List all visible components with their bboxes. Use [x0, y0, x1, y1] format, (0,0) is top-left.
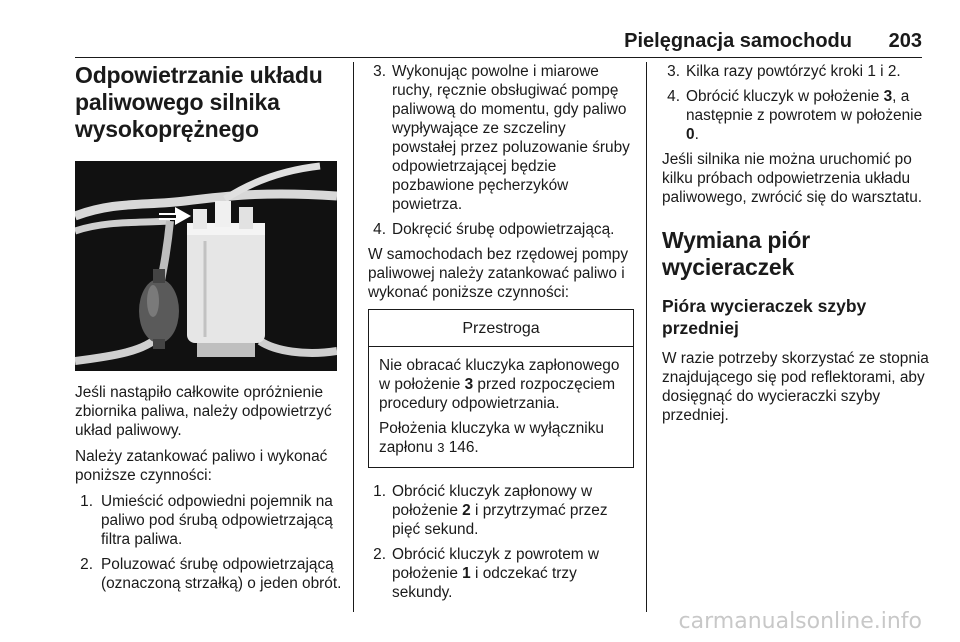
- step-number: 4.: [373, 221, 386, 238]
- header-rule: [75, 57, 922, 58]
- list-item: [368, 220, 634, 239]
- paragraph: Jeśli nastąpiło całkowite opróżnienie zbiornika paliwa, należy odpowietrzyć układ paliwowy.: [75, 384, 332, 439]
- list-item: [662, 87, 932, 144]
- page-header: [75, 24, 922, 54]
- warning-text: [379, 356, 623, 413]
- list-item: [75, 555, 343, 593]
- text: przed rozpoczęciem procedury odpowietrzania.: [379, 376, 616, 412]
- column-1: [75, 62, 343, 599]
- warning-text: [379, 419, 623, 457]
- warning-body: [369, 347, 633, 467]
- list-item: [368, 62, 634, 214]
- watermark: carmanualsonline.info: [678, 609, 922, 634]
- column-divider: [353, 62, 354, 612]
- steps-list: [368, 482, 634, 602]
- fuel-filter-illustration: [75, 161, 337, 371]
- column-3: [662, 62, 932, 432]
- steps-list: [662, 62, 932, 144]
- step-number: 3.: [373, 63, 386, 80]
- column-2: [368, 62, 634, 608]
- page-title: Pielęgnacja samochodu: [624, 30, 852, 52]
- step-text: Wykonując powolne i miarowe ruchy, ręcznie obsługiwać pompę paliwową do momentu, gdy paliwo wypływające ze szczeliny powstałej przez poluzowanie śruby odpowietrzającej będzie pozbawione pęcherzyków powietrza.: [392, 63, 630, 213]
- column-divider: [646, 62, 647, 612]
- step-number: 2.: [80, 556, 93, 573]
- page-number: 203: [888, 30, 922, 52]
- step-number: 4.: [667, 88, 680, 105]
- paragraph: Jeśli silnika nie można uruchomić po kilku próbach odpowietrzenia układu paliwowego, zwrócić się do warsztatu.: [662, 151, 923, 206]
- list-item: [662, 62, 932, 81]
- subsection-heading: Pióra wycieraczek szyby przedniej: [662, 296, 867, 338]
- warning-box: [368, 309, 634, 468]
- position-number: 3: [464, 376, 474, 393]
- step-text: Kilka razy powtórzyć kroki 1 i 2.: [686, 63, 901, 80]
- step-number: 1.: [80, 493, 93, 510]
- list-item: [75, 492, 343, 549]
- step-text: Obrócić kluczyk zapłonowy w położenie: [392, 483, 593, 519]
- step-text: Obrócić kluczyk z powrotem w położenie: [392, 546, 599, 582]
- steps-list: [368, 62, 634, 239]
- step-text: , a następnie z powrotem w położenie: [686, 88, 923, 124]
- warning-title: Przestroga: [369, 310, 633, 347]
- page-reference-icon: 3: [437, 440, 445, 455]
- steps-list: [75, 492, 343, 593]
- step-text: Poluzować śrubę odpowietrzającą (oznaczoną strzałką) o jeden obrót.: [101, 556, 342, 592]
- position-number: 2: [462, 502, 471, 519]
- step-text: Obrócić kluczyk w położenie: [686, 88, 884, 105]
- step-number: 2.: [373, 546, 386, 563]
- paragraph: Należy zatankować paliwo i wykonać poniższe czynności:: [75, 448, 328, 484]
- list-item: [368, 545, 634, 602]
- page-reference[interactable]: 146.: [444, 439, 479, 456]
- list-item: [368, 482, 634, 539]
- step-text: i odczekać trzy sekundy.: [392, 565, 577, 601]
- paragraph: W samochodach bez rzędowej pompy paliwowej należy zatankować paliwo i wykonać poniższe czynności:: [368, 246, 629, 301]
- text: Nie obracać kluczyka zapłonowego w położenie: [379, 357, 620, 393]
- section-heading: Odpowietrzanie układu paliwowego silnika wysokoprężnego: [75, 62, 323, 142]
- step-text: Dokręcić śrubę odpowietrzającą.: [392, 221, 615, 238]
- paragraph: W razie potrzeby skorzystać ze stopnia znajdującego się pod reflektorami, aby dosięgnąć do wycieraczki szyby przedniej.: [662, 350, 929, 424]
- position-number: 1: [462, 565, 471, 582]
- step-text: .: [694, 126, 699, 143]
- step-text: Umieścić odpowiedni pojemnik na paliwo pod śrubą odpowietrzającą filtra paliwa.: [101, 493, 333, 548]
- text: Położenia kluczyka w wyłączniku zapłonu: [379, 420, 604, 456]
- position-number: 3: [883, 88, 893, 105]
- step-text: i przytrzymać przez pięć sekund.: [392, 502, 608, 538]
- position-number: 0: [686, 126, 695, 143]
- step-number: 3.: [667, 63, 680, 80]
- section-heading: Wymiana piór wycieraczek: [662, 227, 810, 280]
- step-number: 1.: [373, 483, 386, 500]
